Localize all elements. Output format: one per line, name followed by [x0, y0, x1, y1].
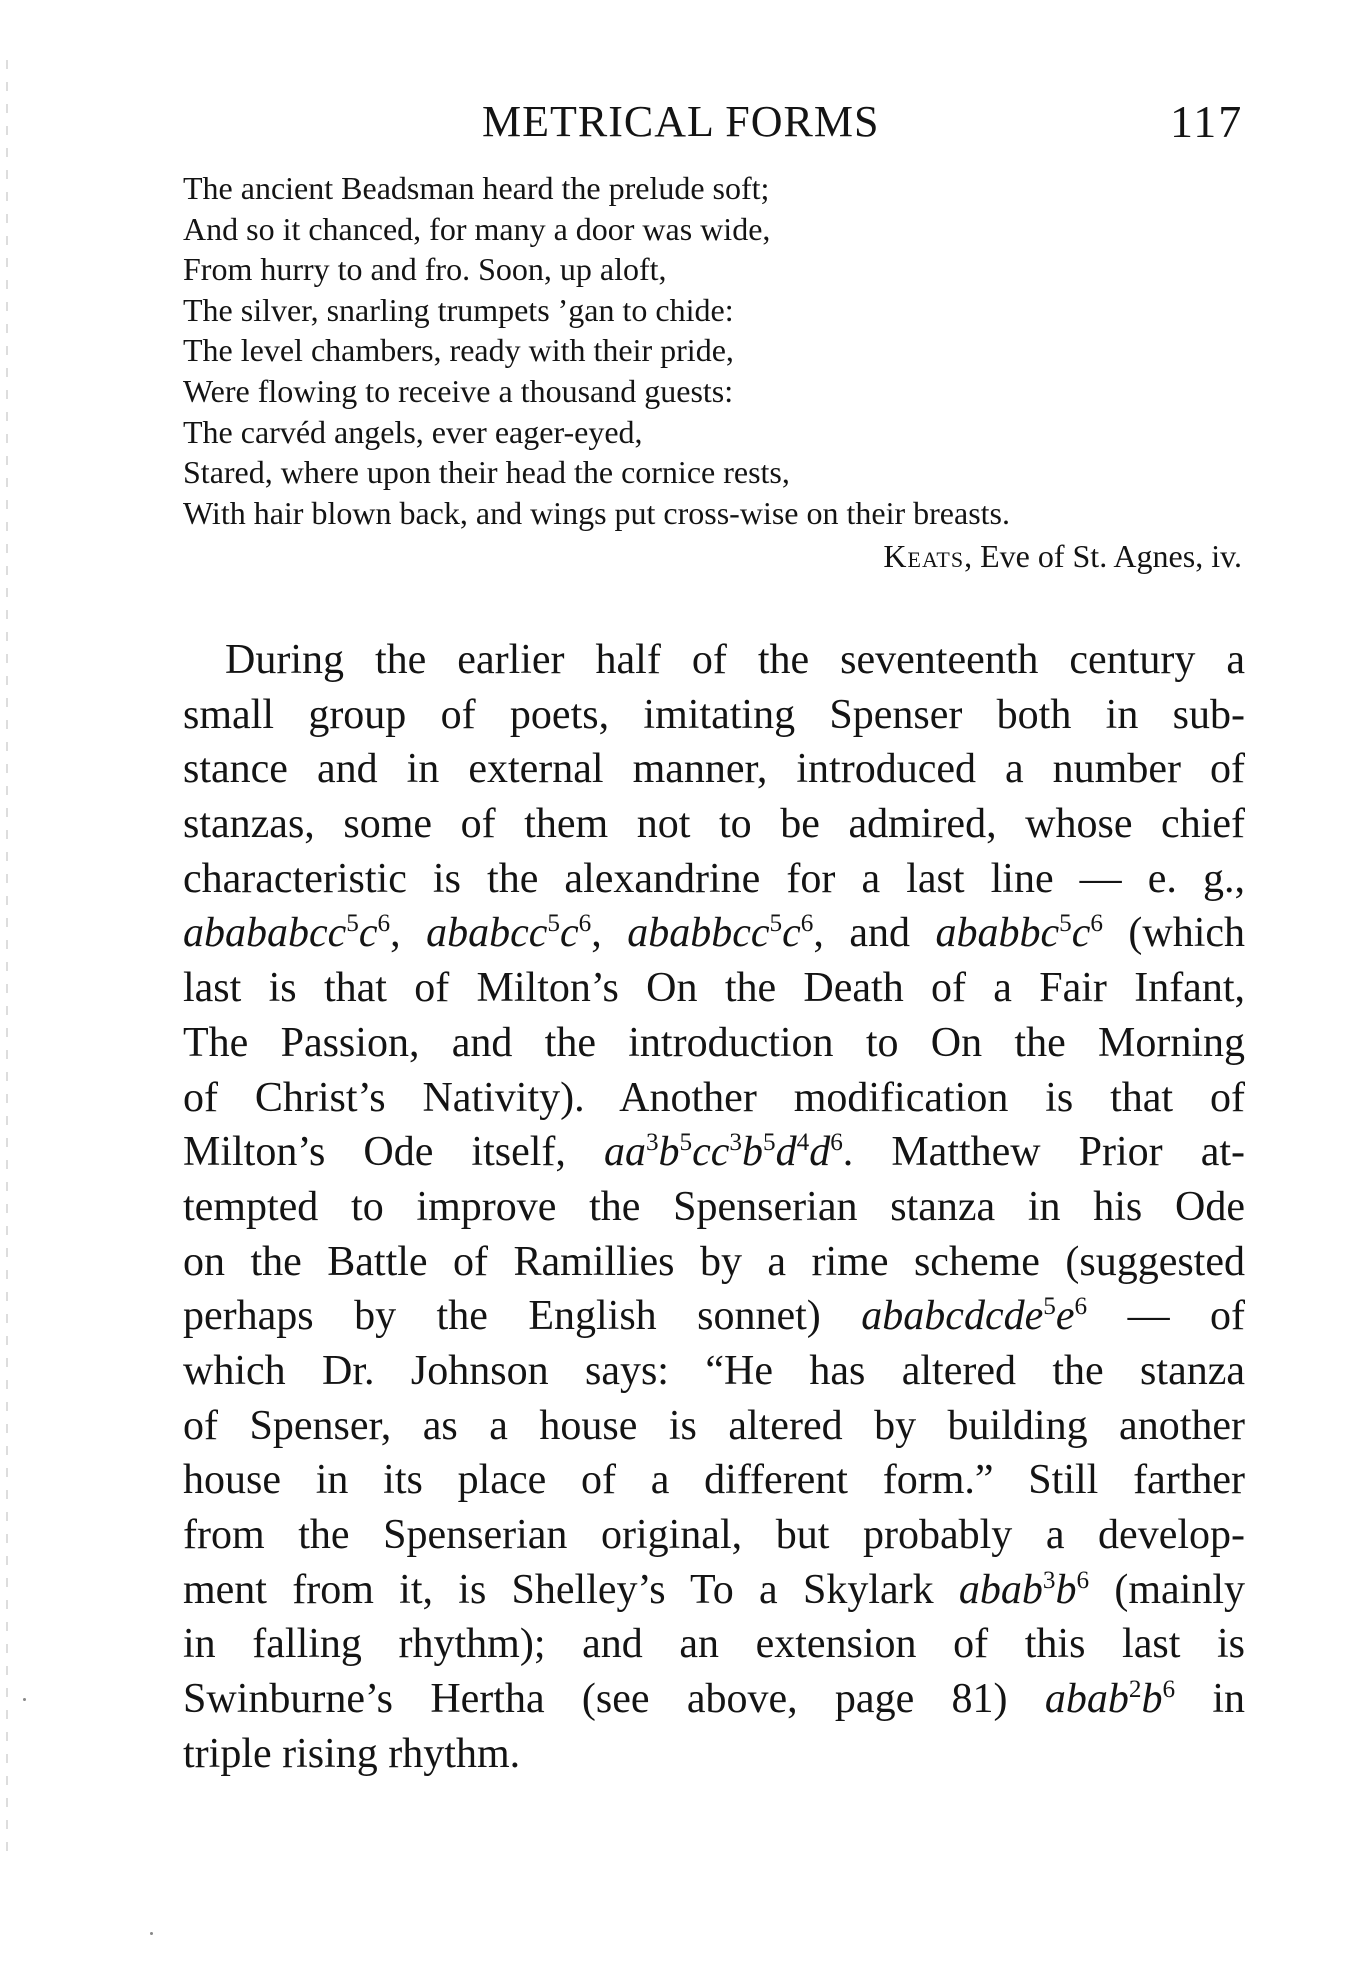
verse-line: From hurry to and fro. Soon, up aloft,: [183, 251, 667, 288]
verse-line: The silver, snarling trumpets ’gan to chide:: [183, 291, 734, 328]
rime-scheme: $abab^3b^6$: [958, 1566, 1090, 1613]
attribution-work: , Eve of St. Agnes, iv.: [964, 538, 1242, 574]
rime-scheme: $abab^2b^6$: [1044, 1676, 1176, 1723]
prose-line: triple rising rhythm.: [183, 1730, 521, 1777]
prose-line: tempted to improve the Spenserian stanza in his Ode: [183, 1183, 1245, 1230]
attribution-author: Keats: [883, 538, 965, 574]
page-edge-texture: [6, 60, 8, 1860]
verse-line: Stared, where upon their head the cornice rests,: [183, 454, 790, 491]
verse-line: The carvéd angels, ever eager-eyed,: [183, 413, 643, 450]
rime-scheme: $aa^3b^5cc^3b^5d^4d^6$: [603, 1129, 843, 1176]
prose-line-scheme: ment from it, is Shelley’s To a Skylark $abab^3b^6$ (mainly: [183, 1566, 1246, 1613]
prose-paragraph: [183, 633, 1245, 1781]
prose-line: stance and in external manner, introduced a number of: [183, 746, 1245, 793]
prose-line: in falling rhythm); and an extension of this last is: [183, 1621, 1245, 1668]
rime-scheme: $ababcdcde^5e^6$: [861, 1293, 1088, 1340]
verse-line: The ancient Beadsman heard the prelude soft;: [183, 170, 770, 206]
verse-line: The level chambers, ready with their pride,: [183, 332, 734, 369]
verse-line: With hair blown back, and wings put cross-wise on their breasts.: [183, 494, 1010, 531]
prose-line: stanzas, some of them not to be admired, whose chief: [183, 801, 1245, 848]
prose-line-scheme: Milton’s Ode itself, $aa^3b^5cc^3b^5d^4d^6$. Matthew Prior at-: [183, 1129, 1245, 1176]
quoted-stanza: [183, 168, 1263, 533]
paper-speck: [150, 1932, 153, 1935]
prose-line: small group of poets, imitating Spenser both in sub-: [183, 691, 1245, 738]
prose-line: The Passion, and the introduction to On the Morning: [183, 1019, 1245, 1066]
prose-line-scheme: Swinburne’s Hertha (see above, page 81) $abab^2b^6$ in: [183, 1676, 1246, 1723]
running-title: METRICAL FORMS: [482, 97, 880, 146]
prose-line: of Spenser, as a house is altered by building another: [183, 1402, 1245, 1449]
rime-scheme: $ababbcc^5c^6$: [627, 910, 814, 957]
prose-line: which Dr. Johnson says: “He has altered the stanza: [183, 1347, 1245, 1394]
page-number: 117: [1170, 96, 1244, 147]
verse-line: Were flowing to receive a thousand guests:: [183, 372, 734, 409]
prose-line: from the Spenserian original, but probably a develop-: [183, 1512, 1245, 1558]
prose-line: house in its place of a different form.” Still farther: [183, 1457, 1245, 1504]
prose-line: on the Battle of Ramillies by a rime scheme (suggested: [183, 1238, 1245, 1285]
prose-line: characteristic is the alexandrine for a last line — e. g.,: [183, 855, 1245, 902]
prose-line: During the earlier half of the seventeenth century a: [225, 637, 1245, 683]
rime-scheme: $ababbc^5c^6$: [935, 910, 1103, 957]
verse-line: And so it chanced, for many a door was wide,: [183, 210, 771, 247]
paper-speck: [23, 1698, 26, 1701]
prose-line: last is that of Milton’s On the Death of a Fair Infant,: [183, 965, 1245, 1012]
stanza-attribution: [183, 536, 1242, 576]
prose-line-scheme: perhaps by the English sonnet) $ababcdcde^5e^6$ — of: [183, 1293, 1246, 1340]
prose-line-schemes: $abababcc^5c^6$, $ababcc^5c^6$, $ababbcc^5c^6$, and $ababbc^5c^6$ (which: [183, 910, 1246, 957]
page-header: [0, 92, 1360, 152]
rime-scheme: $ababcc^5c^6$: [426, 910, 592, 957]
rime-scheme: $abababcc^5c^6$: [183, 910, 391, 957]
prose-line: of Christ’s Nativity). Another modification is that of: [183, 1074, 1245, 1121]
